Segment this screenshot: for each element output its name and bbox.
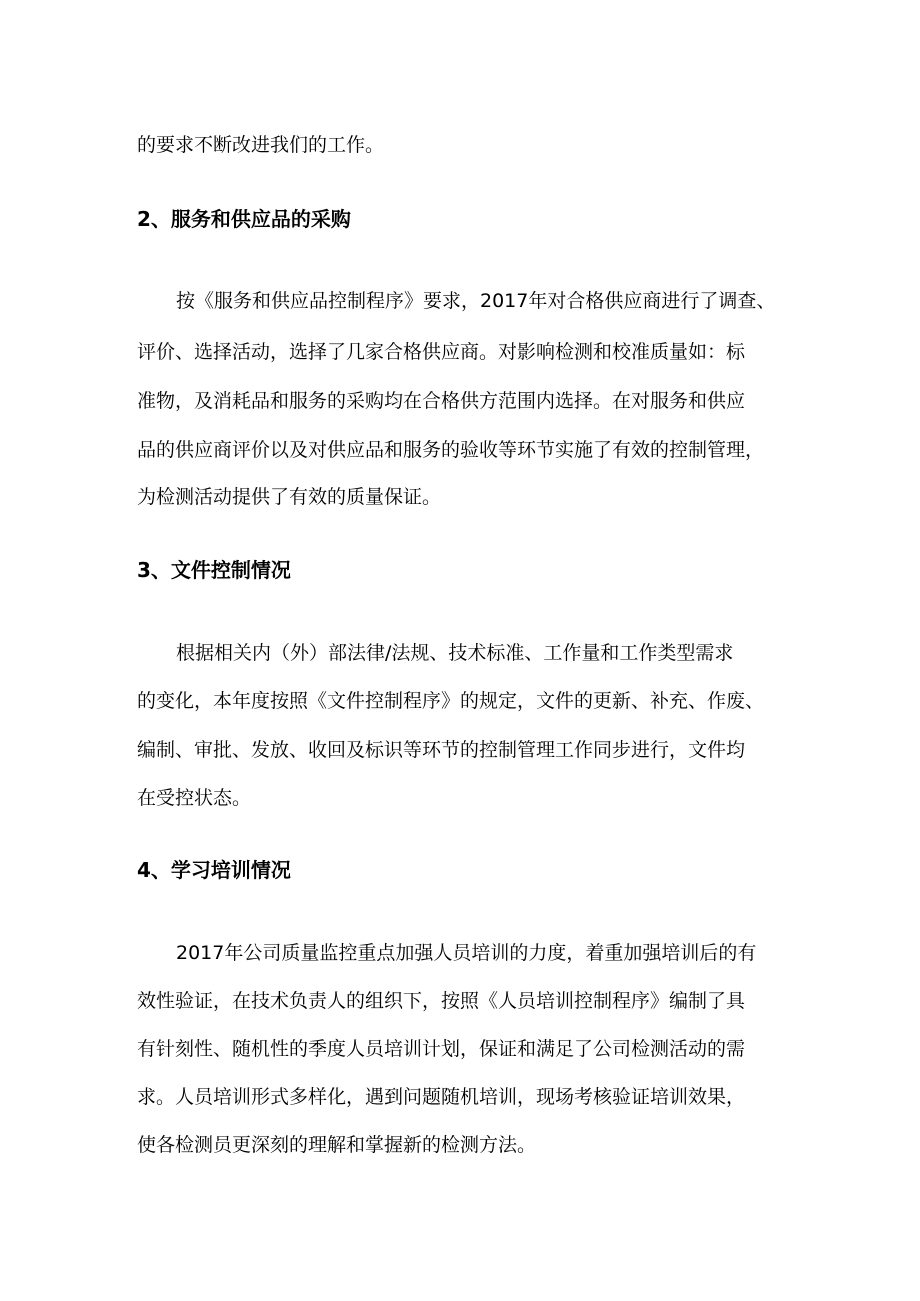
paragraph-line: 的要求不断改进我们的工作。 [137, 134, 385, 156]
section-heading: 3、文件控制情况 [137, 558, 291, 582]
paragraph-line: 品的供应商评价以及对供应品和服务的验收等环节实施了有效的控制管理， [137, 439, 765, 461]
section-heading: 2、服务和供应品的采购 [137, 207, 351, 231]
paragraph-line: 2017年公司质量监控重点加强人员培训的力度，着重加强培训后的有 [176, 942, 757, 964]
paragraph-line: 效性验证，在技术负责人的组织下，按照《人员培训控制程序》编制了具 [137, 990, 746, 1012]
paragraph-line: 为检测活动提供了有效的质量保证。 [137, 486, 442, 508]
paragraph-line: 使各检测员更深刻的理解和掌握新的检测方法。 [137, 1134, 537, 1156]
paragraph-line: 在受控状态。 [137, 787, 252, 809]
paragraph-line: 按《服务和供应品控制程序》要求，2017年对合格供应商进行了调查、 [176, 290, 776, 312]
paragraph-line: 编制、审批、发放、收回及标识等环节的控制管理工作同步进行，文件均 [137, 739, 746, 761]
paragraph-line: 准物，及消耗品和服务的采购均在合格供方范围内选择。在对服务和供应 [137, 390, 746, 412]
section-heading: 4、学习培训情况 [137, 858, 291, 882]
paragraph-line: 求。人员培训形式多样化，遇到问题随机培训，现场考核验证培训效果， [137, 1086, 746, 1108]
paragraph-line: 的变化，本年度按照《文件控制程序》的规定，文件的更新、补充、作废、 [137, 690, 765, 712]
paragraph-line: 有针刻性、随机性的季度人员培训计划，保证和满足了公司检测活动的需 [137, 1038, 746, 1060]
paragraph-line: 评价、选择活动，选择了几家合格供应商。对影响检测和校准质量如：标 [137, 341, 746, 363]
paragraph-line: 根据相关内（外）部法律/法规、技术标准、工作量和工作类型需求 [176, 642, 734, 664]
